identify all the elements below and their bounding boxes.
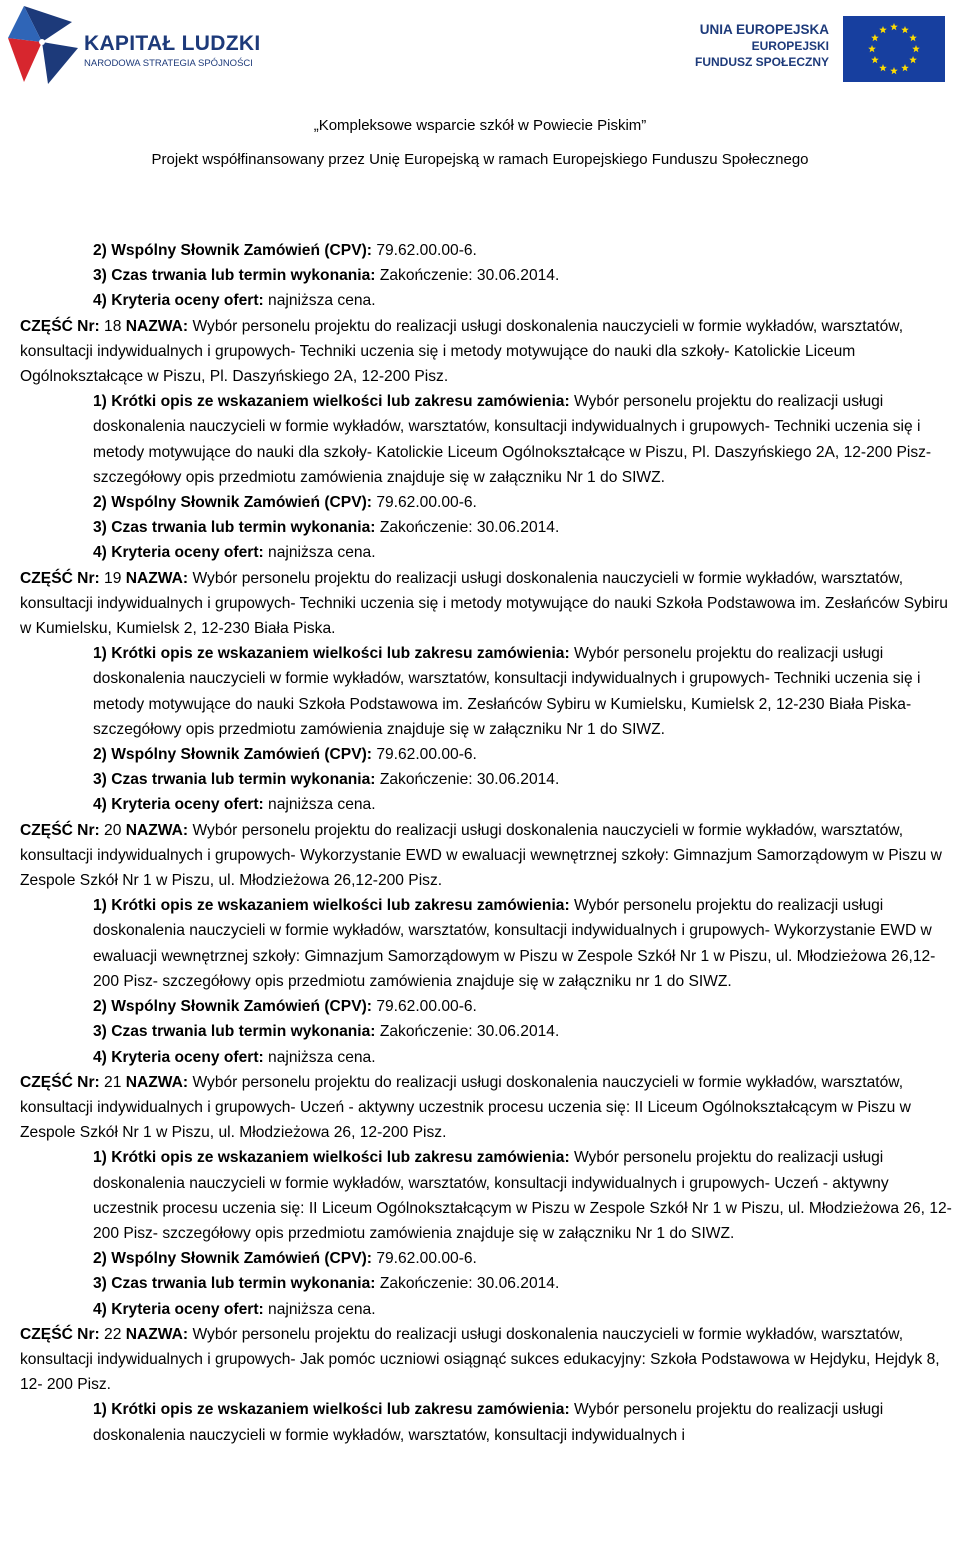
cpv-line: 2) Wspólny Słownik Zamówień (CPV): 79.62.00.00-6. <box>93 242 477 259</box>
part-heading: CZĘŚĆ Nr: 21 NAZWA: Wybór personelu projektu do realizacji usługi doskonalenia nauczycieli w formie wykładów, warsztatów, konsultacji indywidualnych i grupowych- Uczeń - aktywny uczestnik procesu uczenia się: II Liceum Ogólnokształcącym w Piszu w Zespole Szkół Nr 1 w Piszu, ul. Młodzieżowa 26, 12-200 Pisz. <box>20 1073 911 1142</box>
project-name: „Kompleksowe wsparcie szkół w Powiecie Piskim” <box>313 117 647 134</box>
part-description: 1) Krótki opis ze wskazaniem wielkości lub zakresu zamówienia: Wybór personelu projektu do realizacji usługi doskonalenia nauczycieli w formie wykładów, warsztatów, konsultacji indywidualnych i grupowych- Techniki uczenia się i metody motywujące do nauki Szkoła Podstawowa im. Zesłańców Sybiru w Kumielsku, Kumielsk 2, 12-230 Biała Piska- szczegółowy opis przedmiotu zamówienia znajduje się w załączniku Nr 1 do SIWZ. <box>93 645 921 738</box>
cofinance-line: Projekt współfinansowany przez Unię Europejską w ramach Europejskiego Funduszu Społecznego <box>151 151 809 168</box>
time-line: 3) Czas trwania lub termin wykonania: Zakończenie: 30.06.2014. <box>93 1023 560 1041</box>
eu-star <box>909 34 917 41</box>
eu-star <box>890 67 898 74</box>
eu-star <box>871 56 879 63</box>
eu-logo <box>690 14 955 82</box>
eu-star <box>901 64 909 71</box>
cpv-line: 2) Wspólny Słownik Zamówień (CPV): 79.62.00.00-6. <box>93 746 477 764</box>
time-line: 3) Czas trwania lub termin wykonania: Zakończenie: 30.06.2014. <box>93 1275 560 1293</box>
criteria-line: 4) Kryteria oceny ofert: najniższa cena. <box>93 1300 376 1318</box>
time-line: 3) Czas trwania lub termin wykonania: Zakończenie: 30.06.2014. <box>93 267 560 285</box>
part-description: 1) Krótki opis ze wskazaniem wielkości lub zakresu zamówienia: Wybór personelu projektu do realizacji usługi doskonalenia nauczycieli w formie wykładów, warsztatów, konsultacji indywidualnych i grupowych- Wykorzystanie EWD w ewaluacji wewnętrznej szkoły: Gimnazjum Samorządowym w Piszu w Zespole Szkół Nr 1 w Piszu, ul. Młodzieżowa 26,12-200 Pisz- szczegółowy opis przedmiotu zamówienia znajduje się w załączniku nr 1 do SIWZ. <box>93 897 936 990</box>
time-line: 3) Czas trwania lub termin wykonania: Zakończenie: 30.06.2014. <box>93 771 560 789</box>
cpv-line: 2) Wspólny Słownik Zamówień (CPV): 79.62.00.00-6. <box>93 1250 477 1268</box>
eu-star <box>909 56 917 63</box>
criteria-line: 4) Kryteria oceny ofert: najniższa cena. <box>93 544 376 562</box>
part-description: 1) Krótki opis ze wskazaniem wielkości lub zakresu zamówienia: Wybór personelu projektu do realizacji usługi doskonalenia nauczycieli w formie wykładów, warsztatów, konsultacji indywidualnych i <box>93 1401 884 1444</box>
eu-star <box>890 23 898 30</box>
time-line: 3) Czas trwania lub termin wykonania: Zakończenie: 30.06.2014. <box>93 519 560 537</box>
eu-flag-icon <box>843 16 945 82</box>
part-heading: CZĘŚĆ Nr: 20 NAZWA: Wybór personelu projektu do realizacji usługi doskonalenia nauczycieli w formie wykładów, warsztatów, konsultacji indywidualnych i grupowych- Wykorzystanie EWD w ewaluacji wewnętrznej szkoły: Gimnazjum Samorządowym w Piszu w Zespole Szkół Nr 1 w Piszu, ul. Młodzieżowa 26,12-200 Pisz. <box>20 821 942 890</box>
page-header <box>0 0 960 180</box>
eu-logo-line-1: UNIA EUROPEJSKA <box>699 22 829 37</box>
criteria-line: 4) Kryteria oceny ofert: najniższa cena. <box>93 1048 376 1066</box>
eu-logo-line-3: FUNDUSZ SPOŁECZNY <box>694 55 829 69</box>
eu-star <box>868 45 876 52</box>
cpv-line: 2) Wspólny Słownik Zamówień (CPV): 79.62.00.00-6. <box>93 998 477 1016</box>
logo-title: KAPITAŁ LUDZKI <box>84 32 261 55</box>
logo-subtitle: NARODOWA STRATEGIA SPÓJNOŚCI <box>84 58 253 69</box>
eu-star <box>879 26 887 33</box>
criteria-line: 4) Kryteria oceny ofert: najniższa cena. <box>93 796 376 814</box>
eu-logo-line-2: EUROPEJSKI <box>751 39 829 53</box>
kapital-ludzki-star-icon <box>2 2 82 88</box>
cpv-line: 2) Wspólny Słownik Zamówień (CPV): 79.62.00.00-6. <box>93 494 477 512</box>
part-description: 1) Krótki opis ze wskazaniem wielkości lub zakresu zamówienia: Wybór personelu projektu do realizacji usługi doskonalenia nauczycieli w formie wykładów, warsztatów, konsultacji indywidualnych i grupowych- Techniki uczenia się i metody motywujące do nauki dla szkoły- Katolickie Liceum Ogólnokształcące w Piszu, Pl. Daszyńskiego 2A, 12-200 Pisz- szczegółowy opis przedmiotu zamówienia znajduje się w załączniku Nr 1 do SIWZ. <box>93 393 932 486</box>
criteria-line: 4) Kryteria oceny ofert: najniższa cena. <box>93 292 376 310</box>
part-heading: CZĘŚĆ Nr: 19 NAZWA: Wybór personelu projektu do realizacji usługi doskonalenia nauczycieli w formie wykładów, warsztatów, konsultacji indywidualnych i grupowych- Techniki uczenia się i metody motywujące do nauki Szkoła Podstawowa im. Zesłańców Sybiru w Kumielsku, Kumielsk 2, 12-230 Biała Piska. <box>20 569 948 638</box>
part-description: 1) Krótki opis ze wskazaniem wielkości lub zakresu zamówienia: Wybór personelu projektu do realizacji usługi doskonalenia nauczycieli w formie wykładów, warsztatów, konsultacji indywidualnych i grupowych- Uczeń - aktywny uczestnik procesu uczenia się: II Liceum Ogólnokształcącym w Piszu w Zespole Szkół Nr 1 w Piszu, ul. Młodzieżowa 26, 12-200 Pisz- szczegółowy opis przedmiotu zamówienia znajduje się w załączniku Nr 1 do SIWZ. <box>93 1149 952 1242</box>
kapital-ludzki-logo <box>2 2 272 88</box>
eu-star <box>879 64 887 71</box>
part-heading: CZĘŚĆ Nr: 22 NAZWA: Wybór personelu projektu do realizacji usługi doskonalenia nauczycieli w formie wykładów, warsztatów, konsultacji indywidualnych i grupowych- Jak pomóc uczniowi osiągnąć sukces edukacyjny: Szkoła Podstawowa w Hejdyku, Hejdyk 8, 12- 200 Pisz. <box>20 1325 940 1394</box>
document-body <box>20 238 955 1448</box>
eu-star <box>912 45 920 52</box>
part-heading: CZĘŚĆ Nr: 18 NAZWA: Wybór personelu projektu do realizacji usługi doskonalenia nauczycieli w formie wykładów, warsztatów, konsultacji indywidualnych i grupowych- Techniki uczenia się i metody motywujące do nauki dla szkoły- Katolickie Liceum Ogólnokształcące w Piszu, Pl. Daszyńskiego 2A, 12-200 Pisz. <box>20 317 904 386</box>
eu-logo-text <box>695 22 829 70</box>
eu-star <box>871 34 879 41</box>
eu-star <box>901 26 909 33</box>
